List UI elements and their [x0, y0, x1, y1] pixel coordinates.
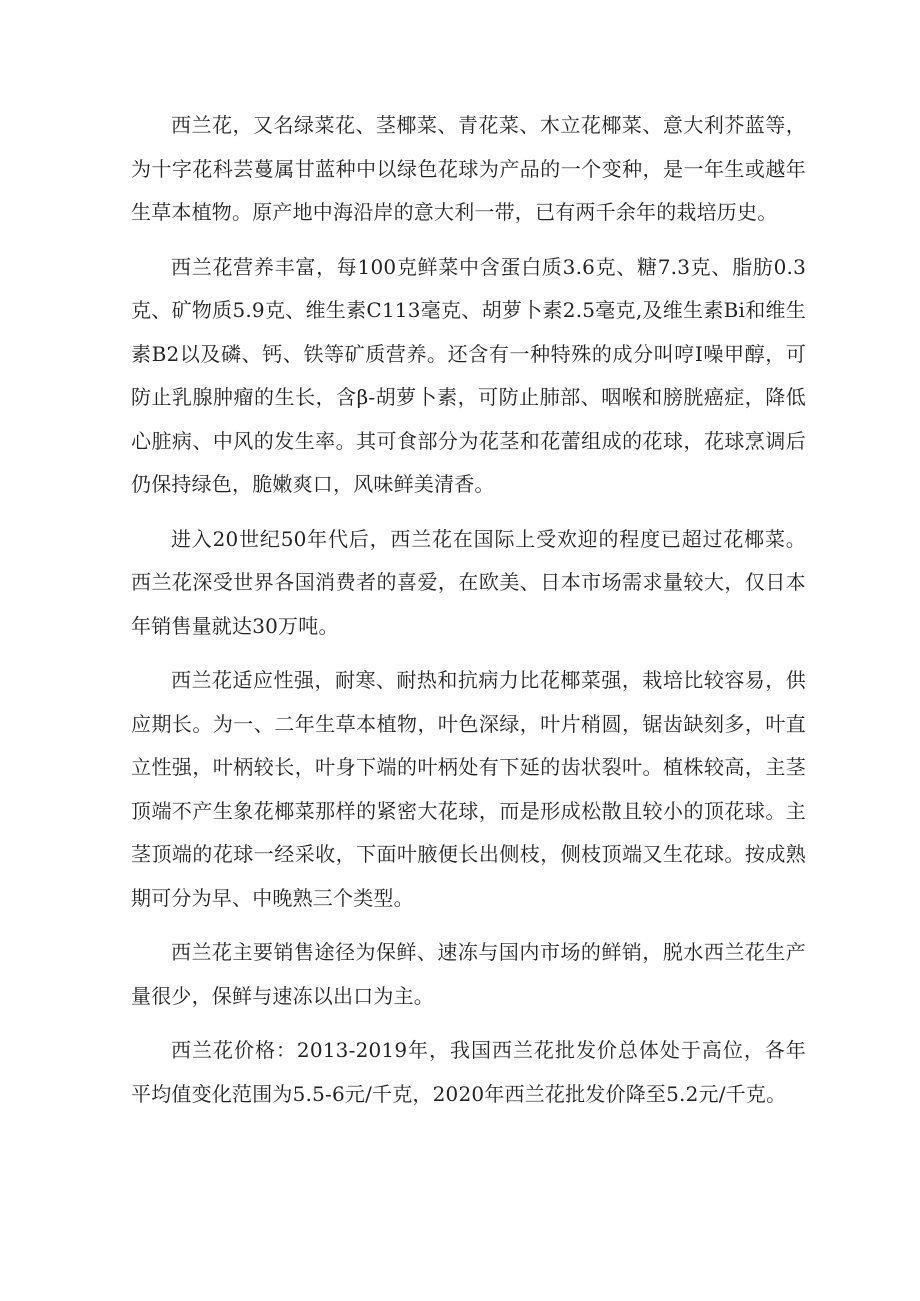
paragraph-4: 西兰花适应性强，耐寒、耐热和抗病力比花椰菜强，栽培比较容易，供应期长。为一、二年生草本植物，叶色深绿，叶片稍圆，锯齿缺刻多，叶直立性强，叶柄较长，叶身下端的叶柄处有下延的齿状裂叶。植株较高，主茎顶端不产生象花椰菜那样的紧密大花球，而是形成松散且较小的顶花球。主茎顶端的花球一经采收，下面叶腋便长出侧枝，侧枝顶端又生花球。按成熟期可分为早、中晚熟三个类型。 — [131, 668, 806, 910]
paragraph-5: 西兰花主要销售途径为保鲜、速冻与国内市场的鲜销，脱水西兰花生产量很少，保鲜与速冻以出口为主。 — [131, 940, 806, 1008]
paragraph-3: 进入20世纪50年代后，西兰花在国际上受欢迎的程度已超过花椰菜。西兰花深受世界各国消费者的喜爱，在欧美、日本市场需求量较大，仅日本年销售量就达30万吨。 — [131, 526, 806, 638]
paragraph-6: 西兰花价格：2013-2019年，我国西兰花批发价总体处于高位，各年平均值变化范围为5.5-6元/千克，2020年西兰花批发价降至5.2元/千克。 — [131, 1038, 806, 1106]
document-body — [131, 104, 806, 1127]
paragraph-1: 西兰花，又名绿菜花、茎椰菜、青花菜、木立花椰菜、意大利芥蓝等，为十字花科芸蔓属甘蓝种中以绿色花球为产品的一个变种，是一年生或越年生草本植物。原产地中海沿岸的意大利一带，已有两千余年的栽培历史。 — [131, 113, 806, 224]
paragraph-2: 西兰花营养丰富，每100克鲜菜中含蛋白质3.6克、糖7.3克、脂肪0.3克、矿物质5.9克、维生素C113毫克、胡萝卜素2.5毫克,及维生素Bi和维生素B2以及磷、钙、铁等矿质营养。还含有一种特殊的成分叫哼I噪甲醇，可防止乳腺肿瘤的生长，含β-胡萝卜素，可防止肺部、咽喉和膀胱癌症，降低心脏病、中风的发生率。其可食部分为花茎和花蕾组成的花球，花球烹调后仍保持绿色，脆嫩爽口，风味鲜美清香。 — [131, 254, 806, 496]
